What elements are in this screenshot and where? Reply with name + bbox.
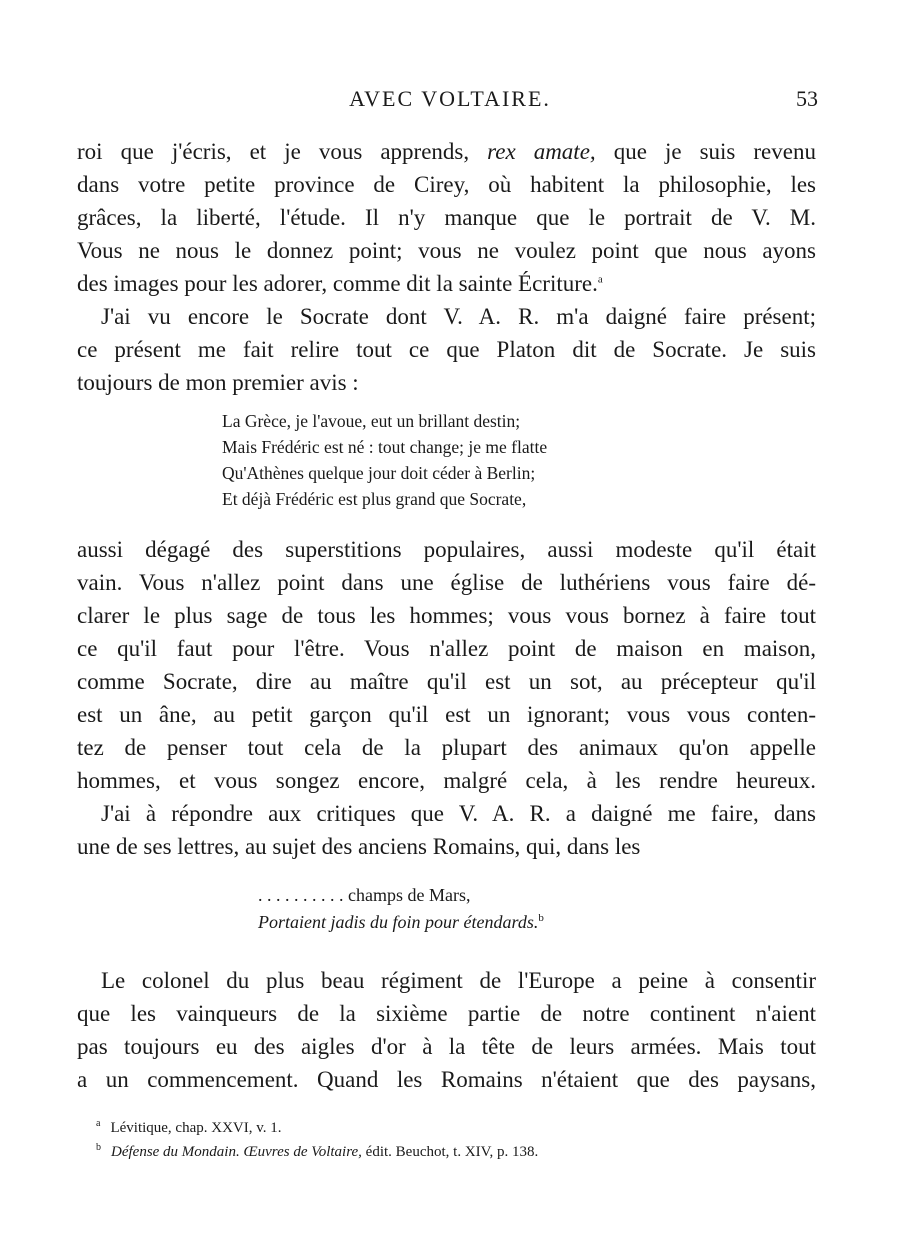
text-line: pas toujours eu des aigles d'or à la tête de leurs armées. Mais tout — [77, 1034, 816, 1059]
footnote-ref-b[interactable]: b — [538, 912, 544, 924]
text-line: J'ai vu encore le Socrate dont V. A. R. m'a daigné faire présent; — [101, 304, 816, 329]
verse-quotation-2 — [258, 882, 544, 936]
text-line: clarer le plus sage de tous les hommes; vous vous bornez à faire tout — [77, 603, 816, 628]
verse-line: Qu'Athènes quelque jour doit céder à Berlin; — [222, 463, 536, 483]
running-head — [0, 86, 900, 122]
text-line: que les vainqueurs de la sixième partie de notre continent n'aient — [77, 1001, 816, 1026]
text-line: dans votre petite province de Cirey, où habitent la philosophie, les — [77, 172, 816, 197]
running-title: AVEC VOLTAIRE. — [349, 86, 551, 111]
paragraph-3 — [77, 533, 816, 797]
text-line: a un commencement. Quand les Romains n'étaient que des paysans, — [77, 1067, 816, 1092]
paragraph-1 — [77, 135, 816, 300]
text-line: ce présent me fait relire tout ce que Platon dit de Socrate. Je suis — [77, 337, 816, 362]
verse-line: . . . . . . . . . . champs de Mars, — [258, 885, 471, 905]
verse-line: Mais Frédéric est né : tout change; je me flatte — [222, 437, 548, 457]
paragraph-4 — [77, 797, 816, 863]
verse-line: Portaient jadis du foin pour étendards.$^b$ — [258, 912, 544, 932]
text-line: Vous ne nous le donnez point; vous ne voulez point que nous ayons — [77, 238, 816, 263]
text-line: comme Socrate, dire au maître qu'il est un sot, au précepteur qu'il — [77, 669, 816, 694]
text-line: tez de penser tout cela de la plupart des animaux qu'on appelle — [77, 735, 816, 760]
footnotes — [96, 1112, 538, 1160]
verse-line: La Grèce, je l'avoue, eut un brillant destin; — [222, 411, 521, 431]
verse-quotation-1 — [222, 408, 547, 512]
text-line: des images pour les adorer, comme dit la sainte Écriture.$^a$ — [77, 271, 603, 296]
page-number: 53 — [796, 86, 818, 111]
text-line: Le colonel du plus beau régiment de l'Europe a peine à consentir — [101, 968, 816, 993]
text-line: roi que j'écris, et je vous apprends, rex amate, que je suis revenu — [77, 139, 816, 164]
verse-line: Et déjà Frédéric est plus grand que Socrate, — [222, 489, 527, 509]
footnote-mark: b — [96, 1142, 101, 1153]
footnote-a: $^a$ Lévitique, chap. XXVI, v. 1. — [96, 1118, 282, 1136]
text-line: J'ai à répondre aux critiques que V. A. R. a daigné me faire, dans — [101, 801, 816, 826]
text-line: ce qu'il faut pour l'être. Vous n'allez point de maison en maison, — [77, 636, 816, 661]
paragraph-2 — [77, 300, 816, 399]
text-line: hommes, et vous songez encore, malgré cela, à les rendre heureux. — [77, 768, 816, 793]
footnote-mark: a — [96, 1118, 101, 1129]
text-line: est un âne, au petit garçon qu'il est un ignorant; vous vous conten- — [77, 702, 816, 727]
footnote-b: $^b$ Défense du Mondain. Œuvres de Voltaire, édit. Beuchot, t. XIV, p. 138. — [96, 1142, 539, 1160]
footnote-ref-a[interactable]: a — [597, 273, 603, 286]
text-line: grâces, la liberté, l'étude. Il n'y manque que le portrait de V. M. — [77, 205, 816, 230]
text-line: vain. Vous n'allez point dans une église de luthériens vous faire dé- — [77, 570, 816, 595]
text-line: toujours de mon premier avis : — [77, 370, 359, 395]
paragraph-5 — [77, 964, 816, 1096]
text-line: une de ses lettres, au sujet des anciens Romains, qui, dans les — [77, 834, 641, 859]
text-line: aussi dégagé des superstitions populaires, aussi modeste qu'il était — [77, 537, 816, 562]
